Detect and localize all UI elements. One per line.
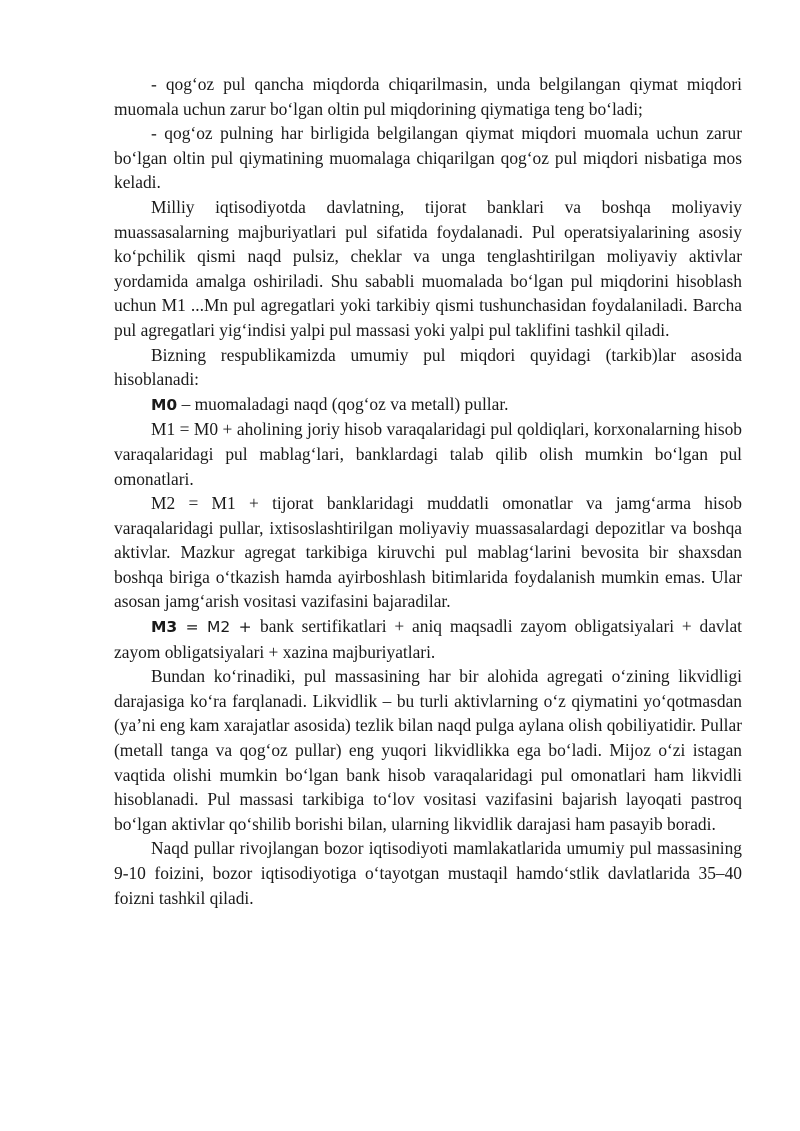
paragraph-paper-money-unit: - qog‘oz pulning har birligida belgilangan qiymat miqdori muomala uchun zarur bo‘lgan oltin pul qiymatining muomalaga chiqarilgan qog‘oz pul miqdori nisbatiga mos keladi. <box>114 123 742 193</box>
m3-definition: bank sertifikatlari + aniq maqsadli zayom obligatsiyalari + davlat zayom obligatsiyalari + xazina majburiyatlari. <box>114 616 743 662</box>
paragraph-cash-share: Naqd pullar rivojlangan bozor iqtisodiyoti mamlakatlarida umumiy pul massasining 9-10 foizini, bozor iqtisodiyotiga o‘tayotgan mustaqil hamdo‘stlik davlatlarida 35–40 foizni tashkil qiladi. <box>114 838 742 908</box>
paragraph-liquidity: Bundan ko‘rinadiki, pul massasining har bir alohida agregati o‘zining likvidligi darajasiga ko‘ra farqlanadi. Likvidlik – bu turli aktivlarning o‘z qiymatini yo‘qotmasdan (ya’ni eng kam xarajatlar asosida) tezlik bilan naqd pulga aylana olish qobiliyatidir. Pullar (metall tanga va qog‘oz pullar) eng yuqori likvidlikka ega bo‘ladi. Mijoz o‘zi istagan vaqtida olishi mumkin bo‘lgan bank hisob varaqalaridagi pul omonatlari ham likvidli hisoblanadi. Pul massasi tarkibiga to‘lov vositasi vazifasini bajarish layoqati pastroq bo‘lgan aktivlar qo‘shilib borishi bilan, ularning likvidlik darajasi ham pasayib boradi. <box>114 666 742 834</box>
m0-definition: – muomaladagi naqd (qog‘oz va metall) pullar. <box>177 393 509 414</box>
paragraph-national-economy: Milliy iqtisodiyotda davlatning, tijorat banklari va boshqa moliyaviy muassasalarning majburiyatlari pul sifatida foydalanadi. Pul operatsiyalarining asosiy ko‘pchilik qismi naqd pulsiz, cheklar va unga tenglashtirilgan moliyaviy aktivlar yordamida amalga oshiriladi. Shu sababli muomalada bo‘lgan pul miqdorini hisoblash uchun M1 ...Mn pul agregatlari yoki tarkibiy qismi tushunchasidan foydalaniladi. Barcha pul agregatlari yig‘indisi yalpi pul massasi yoki yalpi pul taklifini tashkil qiladi. <box>114 196 742 340</box>
m3-formula-prefix: = M2 + <box>177 618 261 637</box>
paragraph-m2: M2 = M1 + tijorat banklaridagi muddatli omonatlar va jamg‘arma hisob varaqalaridagi pullar, ixtisoslashtirilgan moliyaviy muassasalardagi depozitlar va boshqa aktivlar. Mazkur agregat tarkibiga kiruvchi pul mablag‘larini bevosita bir shaxsdan boshqa biriga o‘tkazish hamda ayirboshlash bitimlarida foydalanish mumkin emas. Ular asosan jamg‘arish vositasi vazifasini bajaradilar. <box>114 493 742 612</box>
paragraph-m3 <box>114 614 742 664</box>
paragraph-m1: M1 = M0 + aholining joriy hisob varaqalaridagi pul qoldiqlari, korxonalarning hisob varaqalaridagi pul mablag‘lari, banklardagi talab qilib olish mumkin bo‘lgan pul omonatlari. <box>114 419 742 489</box>
paragraph-republic-calculation: Bizning respublikamizda umumiy pul miqdori quyidagi (tarkib)lar asosida hisoblanadi: <box>114 344 742 390</box>
aggregate-label-m3: M3 <box>151 618 178 637</box>
paragraph-paper-money-value: - qog‘oz pul qancha miqdorda chiqarilmasin, unda belgilangan qiymat miqdori muomala uchun zarur bo‘lgan oltin pul miqdorining qiymatiga teng bo‘ladi; <box>114 74 742 119</box>
aggregate-label-m0: M0 <box>151 395 178 414</box>
paragraph-m0 <box>114 392 742 418</box>
